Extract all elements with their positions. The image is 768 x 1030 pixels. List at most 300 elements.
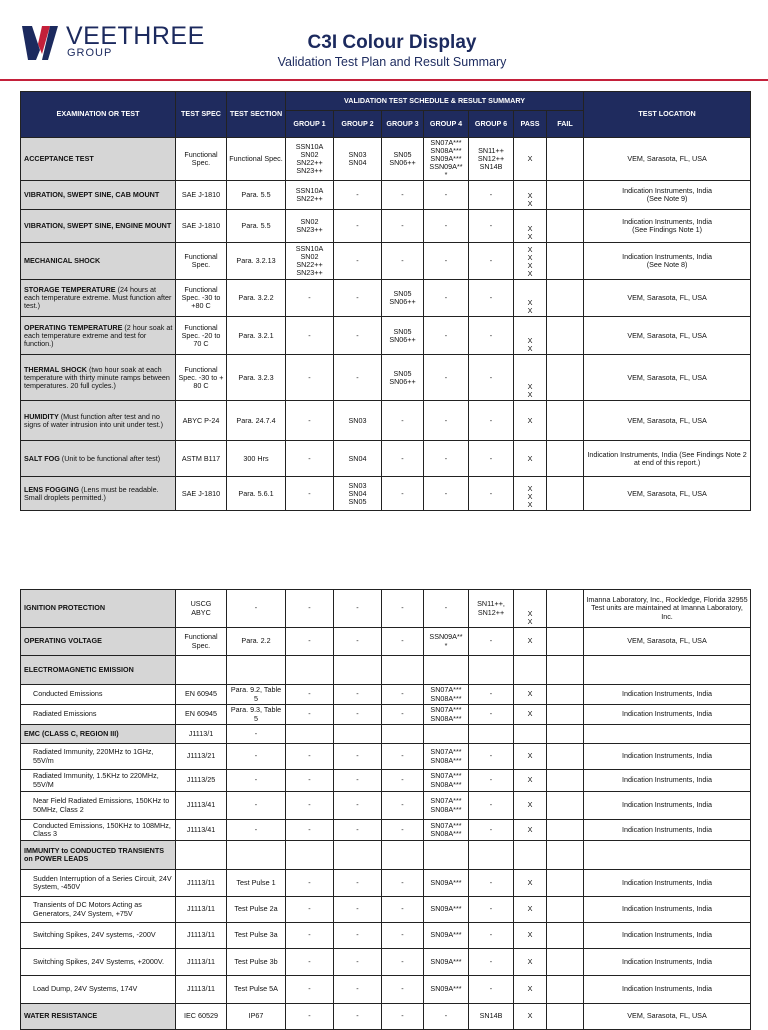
group-3-cell: - (382, 590, 424, 628)
test-name-cell: EMC (CLASS C, REGION III) (21, 725, 176, 744)
test-name-cell: VIBRATION, SWEPT SINE, CAB MOUNT (21, 181, 176, 210)
group-4-cell: SN07A*** SN08A*** (424, 705, 469, 725)
group-6-cell: - (469, 243, 514, 280)
pass-cell: X (514, 820, 547, 841)
header-divider (0, 79, 768, 81)
table-row (21, 923, 751, 949)
pass-cell: X (514, 441, 547, 477)
test-location-cell: VEM, Sarasota, FL, USA (584, 317, 751, 355)
fail-cell (547, 355, 584, 401)
test-spec-cell: ASTM B117 (176, 441, 227, 477)
test-name-cell: Radiated Immunity, 1.5KHz to 220MHz, 55V/M (21, 770, 176, 792)
group-4-cell: SN09A*** (424, 870, 469, 897)
test-location-cell: Indication Instruments, India (584, 685, 751, 705)
test-spec-cell: Functional Spec. (176, 138, 227, 181)
table-row (21, 820, 751, 841)
table-row (21, 280, 751, 317)
fail-cell (547, 949, 584, 976)
group-2-cell: SN04 (334, 441, 382, 477)
group-2-cell: - (334, 949, 382, 976)
group-2-cell: - (334, 870, 382, 897)
test-location-cell: Indication Instruments, India (584, 744, 751, 770)
test-name-cell: ACCEPTANCE TEST (21, 138, 176, 181)
test-section-cell: Para. 9.2, Table 5 (227, 685, 286, 705)
group-1-cell: - (286, 355, 334, 401)
group-1-cell: SSN10A SN02 SN22++ SN23++ (286, 243, 334, 280)
group-3-cell: - (382, 477, 424, 511)
pass-cell: X X X X (514, 243, 547, 280)
test-location-cell: Indication Instruments, India (584, 792, 751, 820)
pass-cell: X X X (514, 477, 547, 511)
test-name-cell: Sudden Interruption of a Series Circuit, 24V System, -450V (21, 870, 176, 897)
test-location-cell: Indication Instruments, India (See Note 8) (584, 243, 751, 280)
table-row (21, 477, 751, 511)
header-group-6: GROUP 6 (469, 111, 514, 138)
test-name-cell: VIBRATION, SWEPT SINE, ENGINE MOUNT (21, 210, 176, 243)
test-section-cell: 300 Hrs (227, 441, 286, 477)
group-6-cell: - (469, 477, 514, 511)
test-section-cell: Test Pulse 3a (227, 923, 286, 949)
fail-cell (547, 243, 584, 280)
test-spec-cell: J1113/11 (176, 870, 227, 897)
group-6-cell: SN14B (469, 1004, 514, 1030)
fail-cell (547, 441, 584, 477)
group-6-cell: - (469, 820, 514, 841)
group-1-cell: - (286, 590, 334, 628)
group-3-cell: - (382, 923, 424, 949)
fail-cell (547, 280, 584, 317)
table-row (21, 685, 751, 705)
table-row (21, 705, 751, 725)
group-4-cell: - (424, 590, 469, 628)
pass-cell: X (514, 705, 547, 725)
empty-cell (584, 656, 751, 685)
test-spec-cell: SAE J-1810 (176, 477, 227, 511)
test-location-cell: VEM, Sarasota, FL, USA (584, 138, 751, 181)
group-3-cell: - (382, 705, 424, 725)
group-3-cell: - (382, 210, 424, 243)
test-section-cell: - (227, 744, 286, 770)
test-name-cell: Switching Spikes, 24V Systems, +2000V. (21, 949, 176, 976)
group-2-cell: - (334, 181, 382, 210)
fail-cell (547, 401, 584, 441)
test-location-cell: Indication Instruments, India (584, 705, 751, 725)
group-1-cell: - (286, 897, 334, 923)
group-1-cell: - (286, 770, 334, 792)
test-section-cell: Test Pulse 1 (227, 870, 286, 897)
fail-cell (547, 685, 584, 705)
test-section-cell: Test Pulse 3b (227, 949, 286, 976)
group-3-cell: - (382, 820, 424, 841)
test-name-cell: Conducted Emissions, 150KHz to 108MHz, Class 3 (21, 820, 176, 841)
group-3-cell: - (382, 949, 424, 976)
brand-name: VEETHREE (66, 22, 205, 50)
test-location-cell: VEM, Sarasota, FL, USA (584, 280, 751, 317)
table-row (21, 355, 751, 401)
fail-cell (547, 870, 584, 897)
group-1-cell: - (286, 705, 334, 725)
group-2-cell: - (334, 897, 382, 923)
test-spec-cell: USCG ABYC (176, 590, 227, 628)
header-section: TEST SECTION (227, 92, 286, 138)
group-4-cell: SN07A*** SN08A*** (424, 792, 469, 820)
empty-cell (176, 656, 227, 685)
test-spec-cell: J1113/11 (176, 897, 227, 923)
validation-table-1 (20, 91, 751, 511)
group-3-cell: SN05 SN06++ (382, 280, 424, 317)
test-spec-cell: J1113/21 (176, 744, 227, 770)
empty-cell (424, 656, 469, 685)
empty-cell (547, 656, 584, 685)
fail-cell (547, 923, 584, 949)
group-3-cell: - (382, 976, 424, 1004)
pass-cell: X X (514, 181, 547, 210)
table-row (21, 744, 751, 770)
group-2-cell: - (334, 280, 382, 317)
empty-cell (424, 841, 469, 870)
test-spec-cell: SAE J-1810 (176, 181, 227, 210)
test-section-cell: Para. 2.2 (227, 628, 286, 656)
test-section-cell: IP67 (227, 1004, 286, 1030)
pass-cell: X (514, 744, 547, 770)
test-spec-cell: J1113/1 (176, 725, 227, 744)
test-section-cell: Para. 3.2.3 (227, 355, 286, 401)
group-4-cell: SN09A*** (424, 976, 469, 1004)
test-location-cell: Indication Instruments, India (584, 770, 751, 792)
group-2-cell: - (334, 976, 382, 1004)
group-1-cell: - (286, 401, 334, 441)
group-6-cell: - (469, 792, 514, 820)
header-group-2: GROUP 2 (334, 111, 382, 138)
test-section-cell: Para. 3.2.13 (227, 243, 286, 280)
pass-cell: X (514, 401, 547, 441)
header-schedule: VALIDATION TEST SCHEDULE & RESULT SUMMARY (286, 92, 584, 111)
pass-cell: X (514, 138, 547, 181)
fail-cell (547, 744, 584, 770)
fail-cell (547, 820, 584, 841)
group-4-cell: SN09A*** (424, 923, 469, 949)
fail-cell (547, 1004, 584, 1030)
group-2-cell: - (334, 744, 382, 770)
group-4-cell: - (424, 401, 469, 441)
test-section-cell: - (227, 725, 286, 744)
table-row (21, 770, 751, 792)
group-6-cell: - (469, 628, 514, 656)
empty-cell (514, 656, 547, 685)
test-name-cell: LENS FOGGING (Lens must be readable. Small droplets permitted.) (21, 477, 176, 511)
test-location-cell: Imanna Laboratory, Inc., Rockledge, Florida 32955 Test units are maintained at Imanna Laboratory, Inc. (584, 590, 751, 628)
group-3-cell: - (382, 441, 424, 477)
test-spec-cell: IEC 60529 (176, 1004, 227, 1030)
fail-cell (547, 725, 584, 744)
table-row (21, 1004, 751, 1030)
test-location-cell: Indication Instruments, India (584, 923, 751, 949)
pass-cell: X (514, 685, 547, 705)
empty-cell (334, 656, 382, 685)
test-name-cell: Load Dump, 24V Systems, 174V (21, 976, 176, 1004)
group-4-cell: SSN09A** * (424, 628, 469, 656)
test-name-cell: HUMIDITY (Must function after test and no signs of water intrusion into unit under test.) (21, 401, 176, 441)
group-1-cell: - (286, 441, 334, 477)
validation-table-2 (20, 589, 751, 1030)
test-name-cell: Radiated Emissions (21, 705, 176, 725)
test-name-cell: OPERATING VOLTAGE (21, 628, 176, 656)
group-4-cell: SN07A*** SN08A*** (424, 820, 469, 841)
group-4-cell: SN09A*** (424, 949, 469, 976)
test-section-cell: Para. 5.5 (227, 181, 286, 210)
group-6-cell: - (469, 976, 514, 1004)
table-row (21, 725, 751, 744)
group-2-cell: SN03 (334, 401, 382, 441)
test-location-cell: Indication Instruments, India (584, 870, 751, 897)
group-2-cell: - (334, 628, 382, 656)
test-section-cell: Para. 5.5 (227, 210, 286, 243)
group-6-cell: - (469, 744, 514, 770)
pass-cell: X (514, 792, 547, 820)
pass-cell: X X (514, 317, 547, 355)
test-section-cell: - (227, 792, 286, 820)
test-name-cell: SALT FOG (Unit to be functional after test) (21, 441, 176, 477)
group-3-cell: - (382, 770, 424, 792)
group-6-cell: - (469, 280, 514, 317)
group-3-cell: SN05 SN06++ (382, 138, 424, 181)
test-spec-cell: Functional Spec. (176, 243, 227, 280)
pass-cell: X X (514, 590, 547, 628)
group-1-cell: SSN10A SN22++ (286, 181, 334, 210)
test-name-cell: IMMUNITY to CONDUCTED TRANSIENTS on POWER LEADS (21, 841, 176, 870)
group-3-cell: - (382, 897, 424, 923)
group-4-cell: - (424, 477, 469, 511)
group-2-cell (334, 725, 382, 744)
test-name-cell: OPERATING TEMPERATURE (2 hour soak at each temperature extreme and test for function.) (21, 317, 176, 355)
group-4-cell: - (424, 441, 469, 477)
test-spec-cell: Functional Spec. -20 to 70 C (176, 317, 227, 355)
group-2-cell: - (334, 792, 382, 820)
table-row (21, 590, 751, 628)
test-spec-cell: J1113/11 (176, 976, 227, 1004)
test-location-cell: Indication Instruments, India (See Note 9) (584, 181, 751, 210)
table-row (21, 138, 751, 181)
group-4-cell: - (424, 210, 469, 243)
test-section-cell: Para. 3.2.1 (227, 317, 286, 355)
pass-cell: X (514, 770, 547, 792)
group-2-cell: - (334, 685, 382, 705)
empty-cell (382, 841, 424, 870)
group-1-cell: - (286, 949, 334, 976)
test-section-cell: Test Pulse 5A (227, 976, 286, 1004)
fail-cell (547, 590, 584, 628)
test-section-cell: - (227, 770, 286, 792)
group-6-cell: - (469, 949, 514, 976)
group-1-cell: - (286, 317, 334, 355)
empty-cell (227, 841, 286, 870)
group-4-cell: - (424, 280, 469, 317)
empty-cell (227, 656, 286, 685)
group-6-cell: - (469, 705, 514, 725)
group-2-cell: - (334, 210, 382, 243)
group-4-cell: SN07A*** SN08A*** (424, 770, 469, 792)
table-row (21, 897, 751, 923)
group-3-cell: SN05 SN06++ (382, 355, 424, 401)
test-spec-cell: Functional Spec. (176, 628, 227, 656)
test-name-cell: Near Field Radiated Emissions, 150KHz to 50MHz, Class 2 (21, 792, 176, 820)
group-4-cell: SN07A*** SN08A*** (424, 685, 469, 705)
group-4-cell: - (424, 243, 469, 280)
test-spec-cell: J1113/11 (176, 923, 227, 949)
table-row (21, 976, 751, 1004)
empty-cell (176, 841, 227, 870)
pass-cell: X (514, 923, 547, 949)
fail-cell (547, 897, 584, 923)
test-spec-cell: ABYC P-24 (176, 401, 227, 441)
test-section-cell: Para. 9.3, Table 5 (227, 705, 286, 725)
empty-cell (286, 841, 334, 870)
document-title: C3I Colour Display (307, 32, 477, 53)
test-section-cell: Para. 24.7.4 (227, 401, 286, 441)
pass-cell (514, 725, 547, 744)
group-4-cell: SN07A*** SN08A*** (424, 744, 469, 770)
empty-cell (547, 841, 584, 870)
group-6-cell: - (469, 870, 514, 897)
test-spec-cell: SAE J-1810 (176, 210, 227, 243)
fail-cell (547, 628, 584, 656)
test-section-cell: Para. 5.6.1 (227, 477, 286, 511)
empty-cell (469, 656, 514, 685)
pass-cell: X (514, 870, 547, 897)
group-1-cell (286, 725, 334, 744)
group-3-cell: - (382, 870, 424, 897)
group-6-cell: SN11++, SN12++ (469, 590, 514, 628)
group-1-cell: - (286, 685, 334, 705)
header-group-3: GROUP 3 (382, 111, 424, 138)
test-name-cell: Radiated Immunity, 220MHz to 1GHz, 55V/m (21, 744, 176, 770)
table-row (21, 210, 751, 243)
test-spec-cell: J1113/11 (176, 949, 227, 976)
test-spec-cell: EN 60945 (176, 705, 227, 725)
test-spec-cell: Functional Spec. -30 to + 80 C (176, 355, 227, 401)
table-row (21, 949, 751, 976)
group-4-cell (424, 725, 469, 744)
group-2-cell: - (334, 317, 382, 355)
table-row (21, 441, 751, 477)
group-1-cell: - (286, 976, 334, 1004)
test-name-cell: MECHANICAL SHOCK (21, 243, 176, 280)
group-1-cell: - (286, 628, 334, 656)
group-1-cell: SN02 SN23++ (286, 210, 334, 243)
header-group-1: GROUP 1 (286, 111, 334, 138)
group-6-cell: - (469, 923, 514, 949)
group-1-cell: - (286, 820, 334, 841)
group-6-cell: - (469, 897, 514, 923)
group-2-cell: SN03 SN04 (334, 138, 382, 181)
group-6-cell: - (469, 401, 514, 441)
group-2-cell: - (334, 355, 382, 401)
group-1-cell: - (286, 923, 334, 949)
table-row (21, 243, 751, 280)
fail-cell (547, 976, 584, 1004)
group-2-cell: - (334, 770, 382, 792)
test-location-cell: VEM, Sarasota, FL, USA (584, 1004, 751, 1030)
test-spec-cell: EN 60945 (176, 685, 227, 705)
header-exam: EXAMINATION OR TEST (21, 92, 176, 138)
test-spec-cell: Functional Spec. -30 to +80 C (176, 280, 227, 317)
group-6-cell: - (469, 770, 514, 792)
group-6-cell: - (469, 181, 514, 210)
table-row (21, 628, 751, 656)
header-fail: FAIL (547, 111, 584, 138)
test-location-cell: VEM, Sarasota, FL, USA (584, 355, 751, 401)
group-6-cell: SN11++ SN12++ SN14B (469, 138, 514, 181)
group-2-cell: - (334, 1004, 382, 1030)
test-spec-cell: J1113/41 (176, 820, 227, 841)
group-3-cell: - (382, 1004, 424, 1030)
group-3-cell: - (382, 685, 424, 705)
test-name-cell: Switching Spikes, 24V systems, -200V (21, 923, 176, 949)
fail-cell (547, 770, 584, 792)
group-6-cell: - (469, 355, 514, 401)
test-location-cell: VEM, Sarasota, FL, USA (584, 401, 751, 441)
group-2-cell: - (334, 705, 382, 725)
group-6-cell: - (469, 210, 514, 243)
fail-cell (547, 705, 584, 725)
group-2-cell: - (334, 820, 382, 841)
group-2-cell: - (334, 243, 382, 280)
group-4-cell: SN07A*** SN08A*** SN09A*** SSN09A** * (424, 138, 469, 181)
fail-cell (547, 477, 584, 511)
test-location-cell: VEM, Sarasota, FL, USA (584, 628, 751, 656)
test-name-cell: WATER RESISTANCE (21, 1004, 176, 1030)
group-1-cell: - (286, 280, 334, 317)
header-location: TEST LOCATION (584, 92, 751, 138)
group-3-cell: SN05 SN06++ (382, 317, 424, 355)
test-location-cell: Indication Instruments, India (See Findings Note 2 at end of this report.) (584, 441, 751, 477)
group-6-cell: - (469, 317, 514, 355)
group-3-cell: - (382, 401, 424, 441)
empty-cell (584, 841, 751, 870)
pass-cell: X X (514, 280, 547, 317)
pass-cell: X (514, 628, 547, 656)
group-1-cell: - (286, 870, 334, 897)
test-name-cell: ELECTROMAGNETIC EMISSION (21, 656, 176, 685)
group-2-cell: SN03 SN04 SN05 (334, 477, 382, 511)
group-4-cell: - (424, 1004, 469, 1030)
test-section-cell: - (227, 820, 286, 841)
test-name-cell: Conducted Emissions (21, 685, 176, 705)
group-2-cell: - (334, 590, 382, 628)
table-row (21, 181, 751, 210)
pass-cell: X (514, 976, 547, 1004)
pass-cell: X X (514, 210, 547, 243)
empty-cell (286, 656, 334, 685)
group-6-cell: - (469, 685, 514, 705)
group-3-cell (382, 725, 424, 744)
group-3-cell: - (382, 243, 424, 280)
group-3-cell: - (382, 744, 424, 770)
fail-cell (547, 792, 584, 820)
pass-cell: X X (514, 355, 547, 401)
test-spec-cell: J1113/41 (176, 792, 227, 820)
fail-cell (547, 317, 584, 355)
test-name-cell: IGNITION PROTECTION (21, 590, 176, 628)
fail-cell (547, 138, 584, 181)
test-location-cell: Indication Instruments, India (584, 820, 751, 841)
test-section-cell: Functional Spec. (227, 138, 286, 181)
empty-cell (514, 841, 547, 870)
section-heading-row (21, 841, 751, 870)
section-heading-row (21, 656, 751, 685)
group-6-cell (469, 725, 514, 744)
group-6-cell: - (469, 441, 514, 477)
